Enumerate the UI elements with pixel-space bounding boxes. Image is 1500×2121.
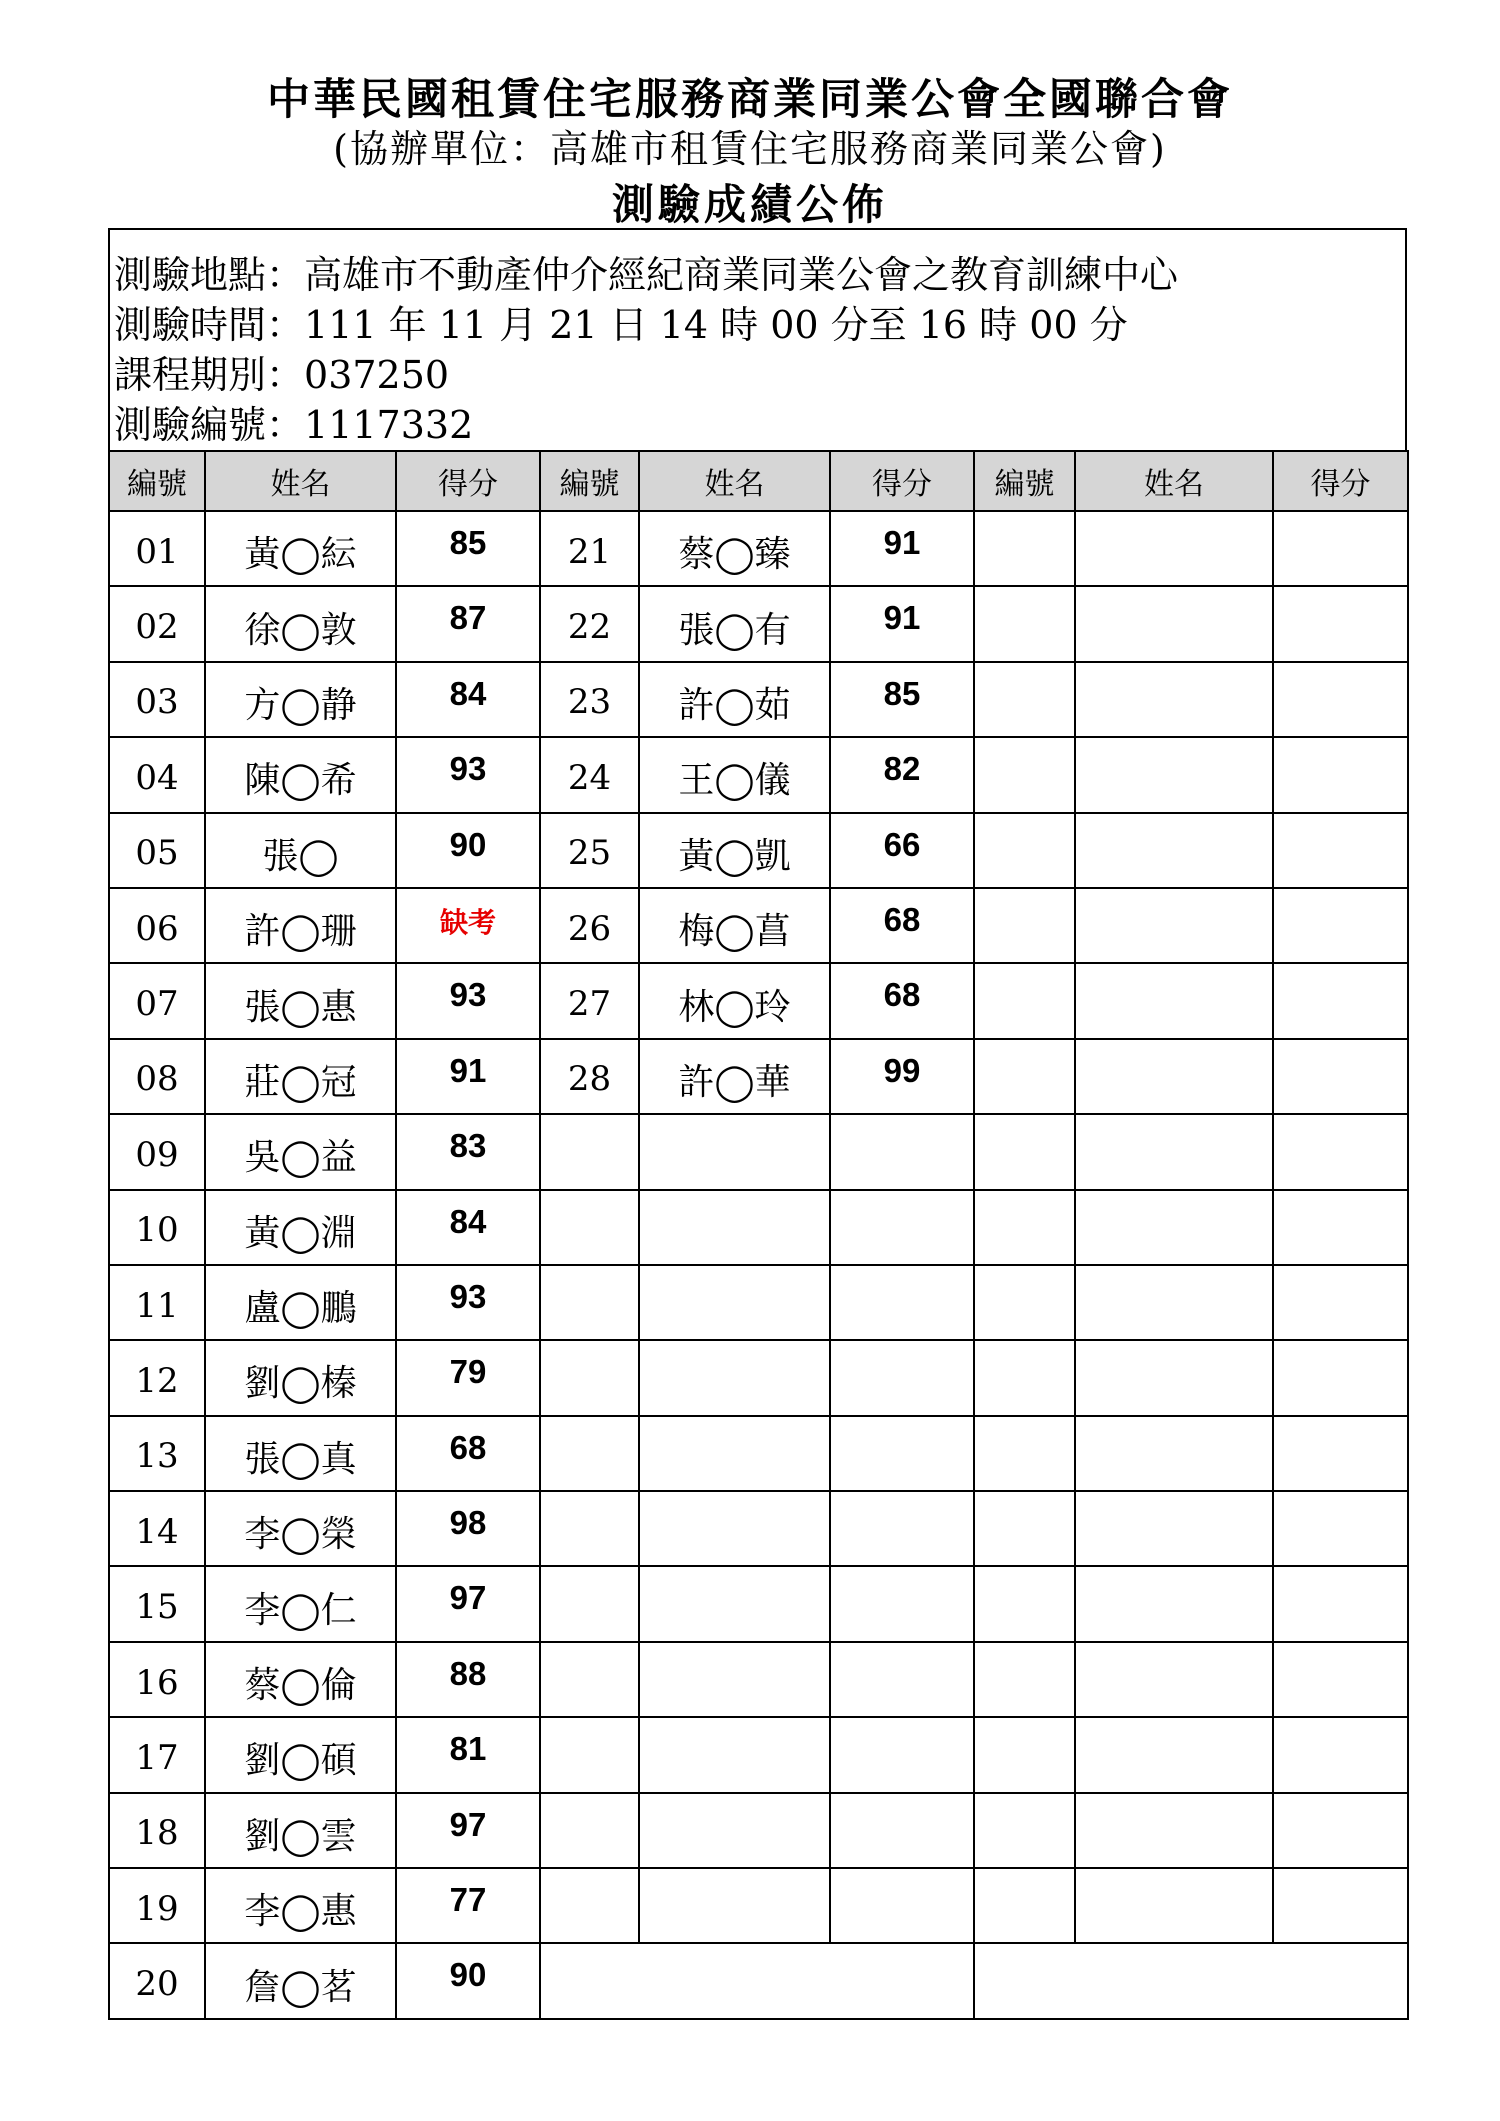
empty-cell xyxy=(540,1340,639,1415)
table-row xyxy=(109,1566,1408,1641)
score-table xyxy=(108,450,1409,2020)
student-score: 79 xyxy=(396,1340,540,1415)
empty-cell xyxy=(540,1642,639,1717)
student-name: 許◯茹 xyxy=(639,662,830,737)
table-row xyxy=(109,1039,1408,1114)
course-session xyxy=(114,344,449,399)
empty-cell xyxy=(974,1717,1075,1792)
empty-cell xyxy=(540,1793,639,1868)
empty-cell xyxy=(639,1340,830,1415)
column-header: 姓名 xyxy=(205,451,396,511)
student-number: 19 xyxy=(109,1868,205,1943)
student-score: 99 xyxy=(830,1039,974,1114)
empty-cell xyxy=(1075,1868,1273,1943)
student-score: 缺考 xyxy=(396,888,540,963)
student-score: 84 xyxy=(396,662,540,737)
empty-cell xyxy=(1273,1265,1408,1340)
column-header: 編號 xyxy=(540,451,639,511)
student-score: 93 xyxy=(396,963,540,1038)
student-score: 68 xyxy=(830,888,974,963)
student-name: 盧◯鵬 xyxy=(205,1265,396,1340)
empty-cell xyxy=(830,1491,974,1566)
student-number: 15 xyxy=(109,1566,205,1641)
student-number: 11 xyxy=(109,1265,205,1340)
info-value: 111 年 11 月 21 日 14 時 00 分至 16 時 00 分 xyxy=(304,303,1128,347)
empty-cell xyxy=(830,1566,974,1641)
empty-cell xyxy=(974,1265,1075,1340)
empty-cell xyxy=(830,1868,974,1943)
student-score: 97 xyxy=(396,1793,540,1868)
empty-cell xyxy=(1075,813,1273,888)
empty-cell xyxy=(1273,737,1408,812)
student-name: 蔡◯倫 xyxy=(205,1642,396,1717)
student-number: 28 xyxy=(540,1039,639,1114)
table-row xyxy=(109,586,1408,661)
student-name: 李◯榮 xyxy=(205,1491,396,1566)
empty-cell xyxy=(1273,1566,1408,1641)
table-row xyxy=(109,1642,1408,1717)
empty-cell xyxy=(974,1566,1075,1641)
student-name: 劉◯碩 xyxy=(205,1717,396,1792)
empty-cell xyxy=(974,1491,1075,1566)
student-number: 13 xyxy=(109,1416,205,1491)
empty-cell xyxy=(1273,662,1408,737)
student-name: 張◯ xyxy=(205,813,396,888)
student-number: 17 xyxy=(109,1717,205,1792)
empty-cell xyxy=(1075,1190,1273,1265)
empty-cell xyxy=(974,1642,1075,1717)
empty-cell xyxy=(639,1642,830,1717)
empty-cell xyxy=(540,1265,639,1340)
empty-cell xyxy=(1075,737,1273,812)
student-score: 98 xyxy=(396,1491,540,1566)
empty-cell xyxy=(1075,1717,1273,1792)
info-value: 高雄市不動產仲介經紀商業同業公會之教育訓練中心 xyxy=(304,253,1179,297)
table-row xyxy=(109,1265,1408,1340)
student-number: 23 xyxy=(540,662,639,737)
student-number: 12 xyxy=(109,1340,205,1415)
empty-cell xyxy=(1273,1039,1408,1114)
student-number: 06 xyxy=(109,888,205,963)
student-number: 14 xyxy=(109,1491,205,1566)
student-score: 68 xyxy=(396,1416,540,1491)
student-score: 81 xyxy=(396,1717,540,1792)
empty-cell xyxy=(974,888,1075,963)
student-name: 張◯惠 xyxy=(205,963,396,1038)
exam-time xyxy=(114,294,1128,349)
empty-cell xyxy=(1273,1793,1408,1868)
student-number: 03 xyxy=(109,662,205,737)
empty-cell xyxy=(830,1793,974,1868)
student-score: 77 xyxy=(396,1868,540,1943)
student-score: 97 xyxy=(396,1566,540,1641)
empty-cell xyxy=(1075,662,1273,737)
empty-cell xyxy=(540,1114,639,1189)
student-name: 李◯仁 xyxy=(205,1566,396,1641)
student-number: 26 xyxy=(540,888,639,963)
student-number: 18 xyxy=(109,1793,205,1868)
student-number: 04 xyxy=(109,737,205,812)
student-score: 85 xyxy=(396,511,540,586)
empty-cell xyxy=(1273,1114,1408,1189)
table-row xyxy=(109,1340,1408,1415)
student-number: 02 xyxy=(109,586,205,661)
empty-cell xyxy=(974,1793,1075,1868)
empty-cell xyxy=(974,963,1075,1038)
student-score: 87 xyxy=(396,586,540,661)
organizer-note: (協辦單位：高雄市租賃住宅服務商業同業公會) xyxy=(333,127,1167,171)
empty-cell xyxy=(639,1717,830,1792)
student-number: 05 xyxy=(109,813,205,888)
student-name: 莊◯冠 xyxy=(205,1039,396,1114)
table-row xyxy=(109,1190,1408,1265)
empty-cell xyxy=(639,1114,830,1189)
student-number: 16 xyxy=(109,1642,205,1717)
empty-cell xyxy=(639,1265,830,1340)
table-header-row xyxy=(109,451,1408,511)
empty-cell xyxy=(540,1190,639,1265)
student-name: 黃◯凱 xyxy=(639,813,830,888)
info-label: 測驗地點： xyxy=(114,253,305,297)
empty-cell xyxy=(830,1717,974,1792)
student-name: 張◯真 xyxy=(205,1416,396,1491)
empty-cell xyxy=(974,1868,1075,1943)
column-header: 姓名 xyxy=(639,451,830,511)
student-name: 許◯華 xyxy=(639,1039,830,1114)
student-number: 08 xyxy=(109,1039,205,1114)
table-row xyxy=(109,662,1408,737)
empty-cell xyxy=(974,1114,1075,1189)
empty-cell xyxy=(974,662,1075,737)
empty-cell xyxy=(830,1340,974,1415)
empty-cell xyxy=(540,1566,639,1641)
student-name: 詹◯茗 xyxy=(205,1943,396,2018)
student-name: 劉◯雲 xyxy=(205,1793,396,1868)
student-name: 張◯有 xyxy=(639,586,830,661)
student-number: 10 xyxy=(109,1190,205,1265)
student-score: 91 xyxy=(830,586,974,661)
student-number: 22 xyxy=(540,586,639,661)
student-number: 24 xyxy=(540,737,639,812)
empty-cell xyxy=(974,511,1075,586)
empty-cell xyxy=(830,1114,974,1189)
empty-cell xyxy=(1273,1340,1408,1415)
student-score: 91 xyxy=(396,1039,540,1114)
empty-cell xyxy=(540,1717,639,1792)
info-value: 1117332 xyxy=(304,403,474,447)
student-score: 90 xyxy=(396,813,540,888)
student-number: 20 xyxy=(109,1943,205,2018)
student-score: 93 xyxy=(396,737,540,812)
student-number: 21 xyxy=(540,511,639,586)
empty-cell xyxy=(1273,1868,1408,1943)
empty-cell xyxy=(639,1491,830,1566)
empty-cell xyxy=(1075,1491,1273,1566)
empty-cell xyxy=(1273,1642,1408,1717)
empty-cell xyxy=(1273,511,1408,586)
empty-cell xyxy=(974,813,1075,888)
student-score: 91 xyxy=(830,511,974,586)
student-name: 蔡◯臻 xyxy=(639,511,830,586)
empty-cell xyxy=(1075,963,1273,1038)
empty-cell xyxy=(1273,888,1408,963)
page-subtitle: 測驗成績公佈 xyxy=(611,180,888,229)
empty-cell xyxy=(1273,963,1408,1038)
empty-cell xyxy=(1075,511,1273,586)
empty-cell xyxy=(1075,1265,1273,1340)
column-header: 編號 xyxy=(974,451,1075,511)
student-number: 25 xyxy=(540,813,639,888)
student-score: 66 xyxy=(830,813,974,888)
table-row xyxy=(109,1868,1408,1943)
table-row xyxy=(109,1114,1408,1189)
page-title: 中華民國租賃住宅服務商業同業公會全國聯合會 xyxy=(267,75,1233,125)
empty-cell xyxy=(1273,813,1408,888)
table-row xyxy=(109,1416,1408,1491)
empty-cell xyxy=(974,737,1075,812)
empty-cell xyxy=(974,1190,1075,1265)
empty-cell xyxy=(830,1190,974,1265)
empty-cell xyxy=(974,1340,1075,1415)
table-row xyxy=(109,1491,1408,1566)
table-row xyxy=(109,737,1408,812)
student-score: 83 xyxy=(396,1114,540,1189)
student-score: 68 xyxy=(830,963,974,1038)
empty-cell xyxy=(974,1943,1408,2018)
empty-cell xyxy=(1075,586,1273,661)
empty-cell xyxy=(830,1642,974,1717)
empty-cell xyxy=(1075,1416,1273,1491)
empty-cell xyxy=(1273,1717,1408,1792)
column-header: 得分 xyxy=(1273,451,1408,511)
empty-cell xyxy=(639,1793,830,1868)
student-name: 劉◯榛 xyxy=(205,1340,396,1415)
empty-cell xyxy=(830,1416,974,1491)
student-score: 88 xyxy=(396,1642,540,1717)
column-header: 編號 xyxy=(109,451,205,511)
student-name: 吳◯益 xyxy=(205,1114,396,1189)
student-name: 黃◯淵 xyxy=(205,1190,396,1265)
student-number: 27 xyxy=(540,963,639,1038)
empty-cell xyxy=(1075,1039,1273,1114)
empty-cell xyxy=(1075,1566,1273,1641)
table-row xyxy=(109,1717,1408,1792)
student-name: 許◯珊 xyxy=(205,888,396,963)
empty-cell xyxy=(1075,1114,1273,1189)
empty-cell xyxy=(1075,1642,1273,1717)
info-value: 037250 xyxy=(304,353,450,397)
empty-cell xyxy=(1075,1793,1273,1868)
empty-cell xyxy=(540,1491,639,1566)
empty-cell xyxy=(1075,1340,1273,1415)
table-row xyxy=(109,1943,1408,2018)
student-score: 84 xyxy=(396,1190,540,1265)
empty-cell xyxy=(639,1190,830,1265)
student-name: 陳◯希 xyxy=(205,737,396,812)
empty-cell xyxy=(974,586,1075,661)
table-row xyxy=(109,888,1408,963)
student-name: 王◯儀 xyxy=(639,737,830,812)
column-header: 得分 xyxy=(830,451,974,511)
empty-cell xyxy=(974,1416,1075,1491)
student-number: 07 xyxy=(109,963,205,1038)
empty-cell xyxy=(540,1868,639,1943)
empty-cell xyxy=(1273,1491,1408,1566)
student-name: 李◯惠 xyxy=(205,1868,396,1943)
student-number: 01 xyxy=(109,511,205,586)
student-name: 徐◯敦 xyxy=(205,586,396,661)
info-label: 測驗時間： xyxy=(114,303,305,347)
table-row xyxy=(109,813,1408,888)
column-header: 姓名 xyxy=(1075,451,1273,511)
student-number: 09 xyxy=(109,1114,205,1189)
column-header: 得分 xyxy=(396,451,540,511)
empty-cell xyxy=(830,1265,974,1340)
exam-number xyxy=(114,394,473,449)
student-name: 黃◯紜 xyxy=(205,511,396,586)
empty-cell xyxy=(1273,1190,1408,1265)
empty-cell xyxy=(1273,1416,1408,1491)
info-label: 課程期別： xyxy=(114,353,305,397)
exam-location xyxy=(114,244,1178,299)
empty-cell xyxy=(1273,586,1408,661)
exam-info-box xyxy=(108,228,1407,450)
student-score: 93 xyxy=(396,1265,540,1340)
table-row xyxy=(109,1793,1408,1868)
info-label: 測驗編號： xyxy=(114,403,305,447)
empty-cell xyxy=(540,1416,639,1491)
score-table-wrapper xyxy=(108,450,1409,2020)
empty-cell xyxy=(974,1039,1075,1114)
empty-cell xyxy=(639,1868,830,1943)
student-name: 林◯玲 xyxy=(639,963,830,1038)
student-score: 90 xyxy=(396,1943,540,2018)
empty-cell xyxy=(639,1566,830,1641)
student-name: 方◯静 xyxy=(205,662,396,737)
score-table-body xyxy=(109,511,1408,2019)
empty-cell xyxy=(639,1416,830,1491)
empty-cell xyxy=(1075,888,1273,963)
student-score: 82 xyxy=(830,737,974,812)
student-score: 85 xyxy=(830,662,974,737)
table-row xyxy=(109,963,1408,1038)
student-name: 梅◯菖 xyxy=(639,888,830,963)
empty-cell xyxy=(540,1943,974,2018)
table-row xyxy=(109,511,1408,586)
